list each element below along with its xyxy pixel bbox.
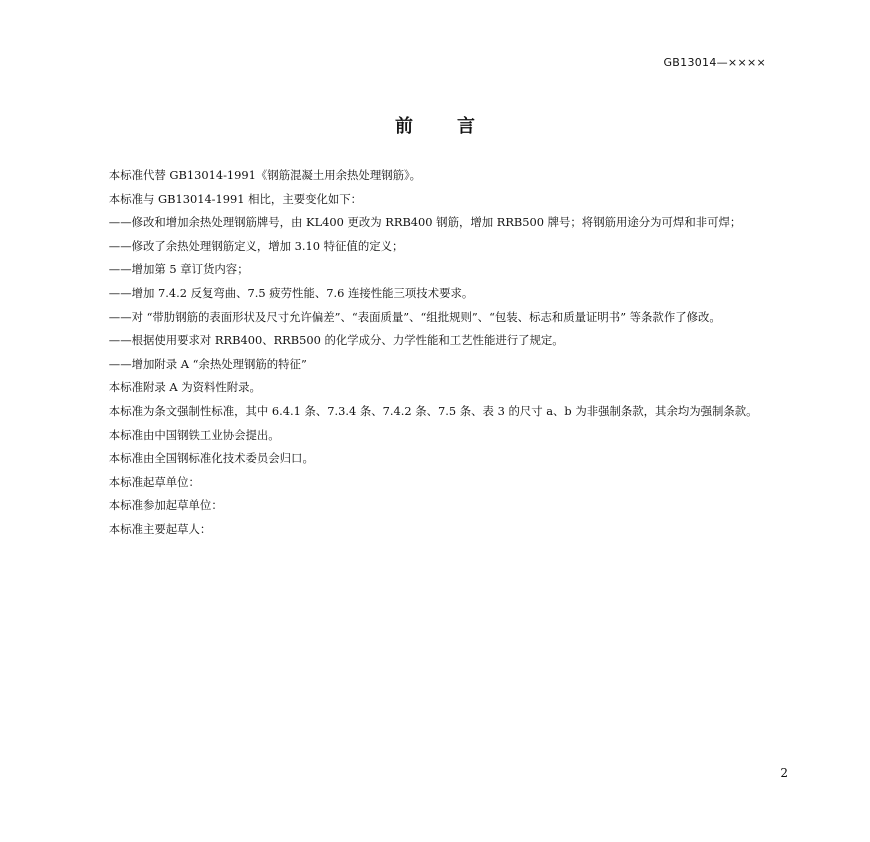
paragraph: ——增加第 5 章订货内容；	[108, 262, 249, 277]
paragraph: ——对 “带肋钢筋的表面形状及尺寸允许偏差”、“表面质量”、“组批规则”、“包装、标志和质量证明书” 等条款作了修改。	[108, 309, 721, 324]
paragraph: 本标准为条文强制性标准，其中 6.4.1 条、7.3.4 条、7.4.2 条、7.5 条、表 3 的尺寸 a、b 为非强制条款，其余均为强制条款。	[108, 403, 758, 418]
standard-code: GB13014—××××	[663, 56, 766, 69]
page-title	[0, 112, 870, 138]
foreword-body	[86, 164, 786, 542]
paragraph: 本标准参加起草单位：	[108, 498, 223, 513]
title-char-1: 前	[395, 116, 413, 137]
paragraph: 本标准由全国钢标准化技术委员会归口。	[108, 451, 314, 466]
paragraph: 本标准代替 GB13014-1991《钢筋混凝土用余热处理钢筋》。	[108, 168, 422, 182]
paragraph: 本标准起草单位：	[108, 474, 200, 489]
page-number: 2	[780, 766, 788, 780]
paragraph: ——增加附录 A “余热处理钢筋的特征”	[108, 356, 307, 371]
paragraph: ——修改和增加余热处理钢筋牌号，由 KL400 更改为 RRB400 钢筋，增加 RRB500 牌号；将钢筋用途分为可焊和非可焊；	[108, 215, 742, 230]
paragraph: 本标准由中国钢铁工业协会提出。	[108, 427, 280, 442]
paragraph: ——增加 7.4.2 反复弯曲、7.5 疲劳性能、7.6 连接性能三项技术要求。	[108, 285, 474, 300]
paragraph: 本标准与 GB13014-1991 相比，主要变化如下：	[108, 191, 363, 206]
title-char-2: 言	[457, 116, 475, 137]
paragraph: 本标准附录 A 为资料性附录。	[108, 380, 261, 395]
paragraph: 本标准主要起草人：	[108, 521, 212, 536]
paragraph: ——根据使用要求对 RRB400、RRB500 的化学成分、力学性能和工艺性能进行了规定。	[108, 333, 564, 348]
paragraph: ——修改了余热处理钢筋定义，增加 3.10 特征值的定义；	[108, 238, 404, 253]
